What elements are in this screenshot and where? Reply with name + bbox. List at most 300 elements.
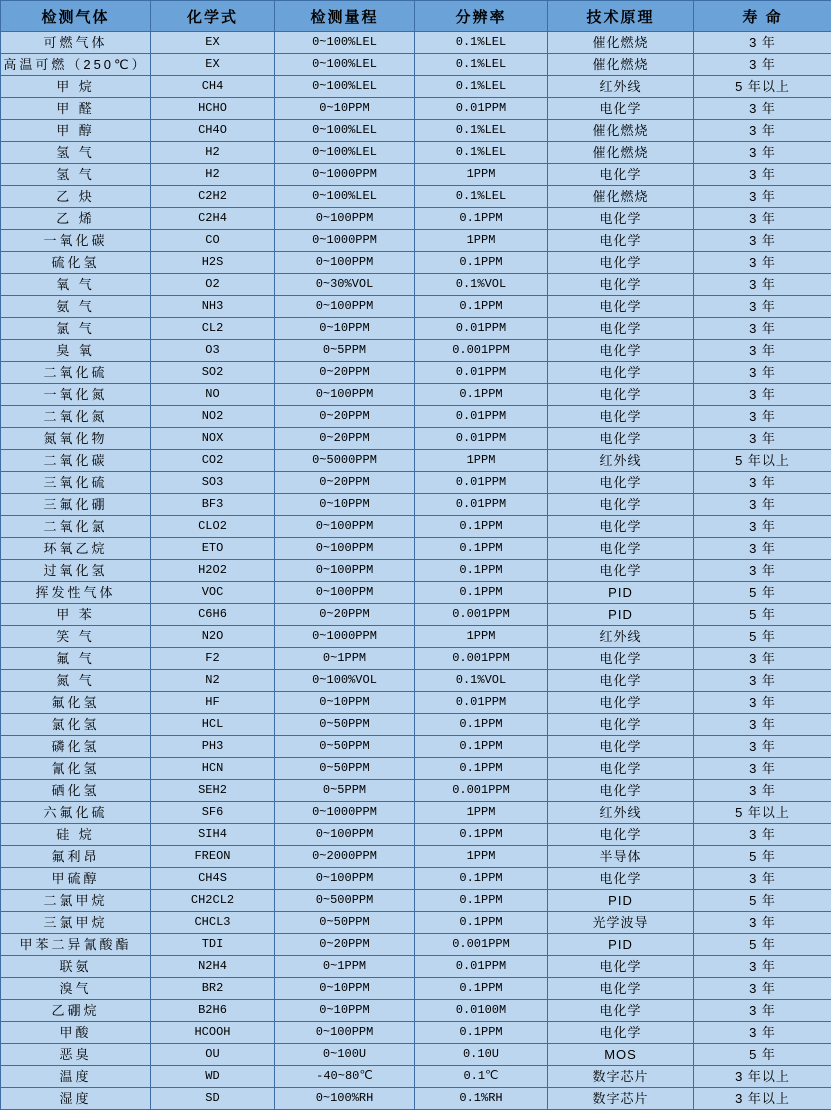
- cell-principle: 红外线: [548, 450, 694, 472]
- table-row: [1, 846, 831, 868]
- cell-formula: HCOOH: [151, 1022, 275, 1044]
- cell-principle: 催化燃烧: [548, 120, 694, 142]
- cell-formula: H2O2: [151, 560, 275, 582]
- table-row: [1, 252, 831, 274]
- cell-principle: 光学波导: [548, 912, 694, 934]
- table-body: [1, 32, 831, 1110]
- cell-life: 5 年以上: [694, 450, 831, 472]
- cell-gas: 二氧化氮: [1, 406, 151, 428]
- cell-range: 0~5PPM: [275, 340, 415, 362]
- cell-resolution: 0.1PPM: [415, 560, 548, 582]
- cell-formula: BR2: [151, 978, 275, 1000]
- table-row: [1, 1000, 831, 1022]
- cell-gas: 氯化氢: [1, 714, 151, 736]
- cell-life: 3 年: [694, 340, 831, 362]
- cell-formula: HCL: [151, 714, 275, 736]
- cell-principle: 数字芯片: [548, 1088, 694, 1110]
- table-row: [1, 472, 831, 494]
- cell-formula: CH2CL2: [151, 890, 275, 912]
- table-row: [1, 736, 831, 758]
- cell-range: 0~1000PPM: [275, 626, 415, 648]
- cell-principle: 电化学: [548, 868, 694, 890]
- cell-principle: 电化学: [548, 274, 694, 296]
- cell-formula: NH3: [151, 296, 275, 318]
- table-row: [1, 296, 831, 318]
- cell-resolution: 0.1PPM: [415, 582, 548, 604]
- cell-life: 3 年: [694, 560, 831, 582]
- cell-principle: 电化学: [548, 538, 694, 560]
- table-row: [1, 428, 831, 450]
- cell-life: 3 年: [694, 670, 831, 692]
- cell-life: 3 年: [694, 824, 831, 846]
- column-header-resolution: 分辨率: [415, 1, 548, 32]
- cell-life: 3 年: [694, 692, 831, 714]
- cell-gas: 联氨: [1, 956, 151, 978]
- table-row: [1, 648, 831, 670]
- cell-formula: F2: [151, 648, 275, 670]
- cell-resolution: 0.001PPM: [415, 604, 548, 626]
- cell-resolution: 0.1PPM: [415, 890, 548, 912]
- cell-principle: 电化学: [548, 516, 694, 538]
- column-header-formula: 化学式: [151, 1, 275, 32]
- cell-gas: 可燃气体: [1, 32, 151, 54]
- cell-resolution: 0.1%VOL: [415, 274, 548, 296]
- cell-range: 0~30%VOL: [275, 274, 415, 296]
- cell-gas: 甲 苯: [1, 604, 151, 626]
- cell-principle: 电化学: [548, 692, 694, 714]
- cell-range: 0~10PPM: [275, 494, 415, 516]
- cell-resolution: 0.01PPM: [415, 494, 548, 516]
- table-row: [1, 604, 831, 626]
- cell-resolution: 0.10U: [415, 1044, 548, 1066]
- cell-range: 0~100%LEL: [275, 186, 415, 208]
- cell-resolution: 0.01PPM: [415, 318, 548, 340]
- cell-resolution: 0.1%LEL: [415, 54, 548, 76]
- cell-formula: CO: [151, 230, 275, 252]
- cell-gas: 氟 气: [1, 648, 151, 670]
- cell-formula: CH4O: [151, 120, 275, 142]
- cell-gas: 挥发性气体: [1, 582, 151, 604]
- table-row: [1, 780, 831, 802]
- cell-resolution: 0.1PPM: [415, 978, 548, 1000]
- cell-life: 5 年: [694, 626, 831, 648]
- cell-principle: 红外线: [548, 802, 694, 824]
- cell-resolution: 0.1%LEL: [415, 142, 548, 164]
- cell-principle: 半导体: [548, 846, 694, 868]
- cell-life: 5 年: [694, 1044, 831, 1066]
- cell-gas: 氢 气: [1, 142, 151, 164]
- table-row: [1, 450, 831, 472]
- cell-range: 0~2000PPM: [275, 846, 415, 868]
- cell-formula: SO2: [151, 362, 275, 384]
- cell-principle: 电化学: [548, 208, 694, 230]
- cell-gas: 环氧乙烷: [1, 538, 151, 560]
- cell-principle: 电化学: [548, 824, 694, 846]
- cell-formula: H2S: [151, 252, 275, 274]
- table-row: [1, 956, 831, 978]
- cell-formula: C2H2: [151, 186, 275, 208]
- cell-principle: 电化学: [548, 164, 694, 186]
- table-row: [1, 1066, 831, 1088]
- cell-principle: PID: [548, 890, 694, 912]
- cell-range: 0~100PPM: [275, 582, 415, 604]
- cell-gas: 二氧化硫: [1, 362, 151, 384]
- cell-gas: 三氧化硫: [1, 472, 151, 494]
- cell-principle: 电化学: [548, 296, 694, 318]
- cell-formula: NOX: [151, 428, 275, 450]
- cell-life: 5 年以上: [694, 802, 831, 824]
- cell-gas: 氢 气: [1, 164, 151, 186]
- cell-gas: 磷化氢: [1, 736, 151, 758]
- cell-formula: TDI: [151, 934, 275, 956]
- cell-life: 3 年: [694, 120, 831, 142]
- cell-resolution: 0.001PPM: [415, 648, 548, 670]
- cell-resolution: 1PPM: [415, 164, 548, 186]
- cell-gas: 温度: [1, 1066, 151, 1088]
- cell-principle: 催化燃烧: [548, 186, 694, 208]
- table-row: [1, 186, 831, 208]
- cell-principle: 电化学: [548, 406, 694, 428]
- cell-formula: HCHO: [151, 98, 275, 120]
- cell-principle: 电化学: [548, 736, 694, 758]
- cell-gas: 二氧化碳: [1, 450, 151, 472]
- cell-range: 0~1000PPM: [275, 802, 415, 824]
- cell-principle: 催化燃烧: [548, 54, 694, 76]
- cell-range: 0~50PPM: [275, 714, 415, 736]
- cell-range: 0~1000PPM: [275, 164, 415, 186]
- cell-formula: SIH4: [151, 824, 275, 846]
- cell-principle: 电化学: [548, 560, 694, 582]
- table-row: [1, 890, 831, 912]
- cell-principle: 电化学: [548, 714, 694, 736]
- cell-principle: PID: [548, 934, 694, 956]
- cell-principle: 电化学: [548, 648, 694, 670]
- cell-gas: 乙 炔: [1, 186, 151, 208]
- table-row: [1, 120, 831, 142]
- cell-life: 3 年: [694, 736, 831, 758]
- table-row: [1, 318, 831, 340]
- cell-formula: H2: [151, 164, 275, 186]
- cell-gas: 氰化氢: [1, 758, 151, 780]
- cell-formula: N2: [151, 670, 275, 692]
- cell-life: 3 年: [694, 230, 831, 252]
- cell-life: 5 年: [694, 934, 831, 956]
- cell-resolution: 0.01PPM: [415, 406, 548, 428]
- cell-life: 3 年: [694, 164, 831, 186]
- table-row: [1, 362, 831, 384]
- cell-resolution: 0.1PPM: [415, 824, 548, 846]
- cell-principle: 电化学: [548, 758, 694, 780]
- cell-life: 3 年: [694, 472, 831, 494]
- cell-life: 3 年: [694, 54, 831, 76]
- cell-range: 0~20PPM: [275, 604, 415, 626]
- table-row: [1, 274, 831, 296]
- cell-principle: 电化学: [548, 494, 694, 516]
- table-row: [1, 582, 831, 604]
- table-row: [1, 142, 831, 164]
- cell-resolution: 0.1PPM: [415, 208, 548, 230]
- cell-gas: 氮氧化物: [1, 428, 151, 450]
- cell-range: 0~20PPM: [275, 428, 415, 450]
- cell-principle: 电化学: [548, 362, 694, 384]
- cell-principle: 催化燃烧: [548, 32, 694, 54]
- cell-gas: 氟化氢: [1, 692, 151, 714]
- cell-gas: 甲酸: [1, 1022, 151, 1044]
- cell-range: 0~100PPM: [275, 824, 415, 846]
- cell-range: 0~10PPM: [275, 978, 415, 1000]
- cell-gas: 氧 气: [1, 274, 151, 296]
- cell-range: -40~80℃: [275, 1066, 415, 1088]
- cell-principle: 电化学: [548, 1022, 694, 1044]
- table-row: [1, 626, 831, 648]
- cell-life: 3 年: [694, 1000, 831, 1022]
- cell-gas: 乙硼烷: [1, 1000, 151, 1022]
- cell-life: 3 年: [694, 1022, 831, 1044]
- cell-life: 3 年: [694, 758, 831, 780]
- cell-gas: 硅 烷: [1, 824, 151, 846]
- cell-range: 0~20PPM: [275, 472, 415, 494]
- cell-resolution: 0.1PPM: [415, 384, 548, 406]
- cell-principle: 催化燃烧: [548, 142, 694, 164]
- cell-life: 3 年: [694, 538, 831, 560]
- cell-gas: 二氯甲烷: [1, 890, 151, 912]
- table-row: [1, 164, 831, 186]
- cell-resolution: 0.1PPM: [415, 516, 548, 538]
- cell-gas: 甲 醇: [1, 120, 151, 142]
- column-header-principle: 技术原理: [548, 1, 694, 32]
- cell-formula: CH4: [151, 76, 275, 98]
- cell-range: 0~10PPM: [275, 692, 415, 714]
- cell-life: 3 年: [694, 362, 831, 384]
- cell-resolution: 1PPM: [415, 802, 548, 824]
- cell-range: 0~100PPM: [275, 384, 415, 406]
- table-row: [1, 54, 831, 76]
- cell-principle: 电化学: [548, 98, 694, 120]
- cell-resolution: 0.01PPM: [415, 956, 548, 978]
- cell-resolution: 0.1PPM: [415, 736, 548, 758]
- cell-resolution: 0.1PPM: [415, 252, 548, 274]
- cell-resolution: 0.1℃: [415, 1066, 548, 1088]
- cell-gas: 三氟化硼: [1, 494, 151, 516]
- table-row: [1, 494, 831, 516]
- cell-gas: 硒化氢: [1, 780, 151, 802]
- cell-gas: 二氧化氯: [1, 516, 151, 538]
- table-row: [1, 32, 831, 54]
- cell-formula: CLO2: [151, 516, 275, 538]
- cell-life: 3 年: [694, 274, 831, 296]
- cell-range: 0~50PPM: [275, 736, 415, 758]
- cell-life: 3 年: [694, 978, 831, 1000]
- cell-formula: EX: [151, 54, 275, 76]
- cell-range: 0~5PPM: [275, 780, 415, 802]
- cell-gas: 溴气: [1, 978, 151, 1000]
- cell-gas: 甲 醛: [1, 98, 151, 120]
- cell-resolution: 0.01PPM: [415, 428, 548, 450]
- cell-resolution: 0.1%VOL: [415, 670, 548, 692]
- cell-life: 3 年: [694, 208, 831, 230]
- cell-life: 5 年: [694, 890, 831, 912]
- cell-resolution: 0.01PPM: [415, 362, 548, 384]
- cell-resolution: 0.1PPM: [415, 538, 548, 560]
- cell-principle: 电化学: [548, 780, 694, 802]
- cell-life: 3 年: [694, 714, 831, 736]
- cell-life: 3 年: [694, 428, 831, 450]
- cell-gas: 三氯甲烷: [1, 912, 151, 934]
- cell-range: 0~1000PPM: [275, 230, 415, 252]
- cell-resolution: 0.1%RH: [415, 1088, 548, 1110]
- cell-range: 0~100%LEL: [275, 32, 415, 54]
- cell-formula: N2H4: [151, 956, 275, 978]
- cell-range: 0~10PPM: [275, 1000, 415, 1022]
- column-header-range: 检测量程: [275, 1, 415, 32]
- cell-gas: 恶臭: [1, 1044, 151, 1066]
- cell-life: 5 年: [694, 846, 831, 868]
- cell-formula: H2: [151, 142, 275, 164]
- cell-gas: 六氟化硫: [1, 802, 151, 824]
- table-row: [1, 516, 831, 538]
- cell-range: 0~1PPM: [275, 956, 415, 978]
- cell-range: 0~500PPM: [275, 890, 415, 912]
- cell-formula: SF6: [151, 802, 275, 824]
- cell-life: 3 年: [694, 384, 831, 406]
- cell-resolution: 0.001PPM: [415, 934, 548, 956]
- table-row: [1, 934, 831, 956]
- table-row: [1, 560, 831, 582]
- cell-formula: VOC: [151, 582, 275, 604]
- table-row: [1, 340, 831, 362]
- table-row: [1, 692, 831, 714]
- cell-gas: 一氧化碳: [1, 230, 151, 252]
- cell-life: 3 年: [694, 648, 831, 670]
- table-row: [1, 384, 831, 406]
- cell-resolution: 1PPM: [415, 846, 548, 868]
- cell-gas: 一氧化氮: [1, 384, 151, 406]
- cell-range: 0~100PPM: [275, 296, 415, 318]
- cell-life: 3 年: [694, 186, 831, 208]
- cell-life: 5 年: [694, 604, 831, 626]
- cell-range: 0~100PPM: [275, 516, 415, 538]
- cell-formula: BF3: [151, 494, 275, 516]
- table-row: [1, 208, 831, 230]
- cell-life: 3 年: [694, 868, 831, 890]
- cell-principle: PID: [548, 604, 694, 626]
- cell-formula: CH4S: [151, 868, 275, 890]
- cell-life: 3 年: [694, 296, 831, 318]
- cell-life: 3 年: [694, 956, 831, 978]
- cell-gas: 高温可燃（250℃）: [1, 54, 151, 76]
- cell-range: 0~50PPM: [275, 912, 415, 934]
- table-row: [1, 230, 831, 252]
- column-header-life: 寿 命: [694, 1, 831, 32]
- cell-range: 0~50PPM: [275, 758, 415, 780]
- cell-resolution: 0.1PPM: [415, 1022, 548, 1044]
- cell-gas: 乙 烯: [1, 208, 151, 230]
- cell-range: 0~100%LEL: [275, 120, 415, 142]
- cell-gas: 甲硫醇: [1, 868, 151, 890]
- cell-formula: SO3: [151, 472, 275, 494]
- cell-principle: 电化学: [548, 230, 694, 252]
- cell-range: 0~100PPM: [275, 538, 415, 560]
- cell-resolution: 0.0100M: [415, 1000, 548, 1022]
- cell-life: 3 年以上: [694, 1088, 831, 1110]
- cell-principle: 电化学: [548, 384, 694, 406]
- cell-range: 0~1PPM: [275, 648, 415, 670]
- cell-principle: 电化学: [548, 252, 694, 274]
- cell-range: 0~100PPM: [275, 208, 415, 230]
- cell-gas: 甲 烷: [1, 76, 151, 98]
- cell-life: 3 年: [694, 32, 831, 54]
- cell-range: 0~100PPM: [275, 868, 415, 890]
- cell-resolution: 0.01PPM: [415, 692, 548, 714]
- cell-principle: 红外线: [548, 626, 694, 648]
- table-row: [1, 76, 831, 98]
- cell-range: 0~20PPM: [275, 362, 415, 384]
- cell-principle: 电化学: [548, 978, 694, 1000]
- table-row: [1, 912, 831, 934]
- table-row: [1, 1044, 831, 1066]
- cell-resolution: 0.01PPM: [415, 472, 548, 494]
- cell-life: 3 年: [694, 494, 831, 516]
- cell-principle: 电化学: [548, 340, 694, 362]
- cell-resolution: 0.1PPM: [415, 296, 548, 318]
- cell-formula: OU: [151, 1044, 275, 1066]
- table-row: [1, 758, 831, 780]
- cell-life: 3 年: [694, 98, 831, 120]
- cell-formula: PH3: [151, 736, 275, 758]
- cell-formula: SD: [151, 1088, 275, 1110]
- cell-gas: 臭 氧: [1, 340, 151, 362]
- cell-gas: 湿度: [1, 1088, 151, 1110]
- cell-resolution: 0.1PPM: [415, 758, 548, 780]
- cell-range: 0~100%LEL: [275, 142, 415, 164]
- cell-range: 0~20PPM: [275, 406, 415, 428]
- cell-range: 0~5000PPM: [275, 450, 415, 472]
- cell-range: 0~10PPM: [275, 98, 415, 120]
- cell-formula: EX: [151, 32, 275, 54]
- cell-principle: PID: [548, 582, 694, 604]
- cell-life: 3 年: [694, 252, 831, 274]
- table-row: [1, 714, 831, 736]
- cell-formula: NO2: [151, 406, 275, 428]
- cell-resolution: 0.1%LEL: [415, 186, 548, 208]
- cell-range: 0~10PPM: [275, 318, 415, 340]
- cell-formula: NO: [151, 384, 275, 406]
- cell-formula: HF: [151, 692, 275, 714]
- cell-formula: FREON: [151, 846, 275, 868]
- cell-resolution: 0.1PPM: [415, 714, 548, 736]
- cell-range: 0~100%VOL: [275, 670, 415, 692]
- cell-formula: ETO: [151, 538, 275, 560]
- column-header-gas: 检测气体: [1, 1, 151, 32]
- table-row: [1, 978, 831, 1000]
- cell-range: 0~100%LEL: [275, 54, 415, 76]
- table-row: [1, 1022, 831, 1044]
- cell-principle: 电化学: [548, 670, 694, 692]
- table-row: [1, 1088, 831, 1110]
- cell-life: 3 年: [694, 912, 831, 934]
- table-row: [1, 406, 831, 428]
- cell-life: 3 年: [694, 406, 831, 428]
- cell-range: 0~100%LEL: [275, 76, 415, 98]
- cell-range: 0~100PPM: [275, 560, 415, 582]
- cell-formula: SEH2: [151, 780, 275, 802]
- cell-principle: 红外线: [548, 76, 694, 98]
- table-row: [1, 538, 831, 560]
- cell-life: 3 年: [694, 780, 831, 802]
- header-row: [1, 1, 831, 32]
- cell-life: 3 年: [694, 318, 831, 340]
- cell-life: 5 年以上: [694, 76, 831, 98]
